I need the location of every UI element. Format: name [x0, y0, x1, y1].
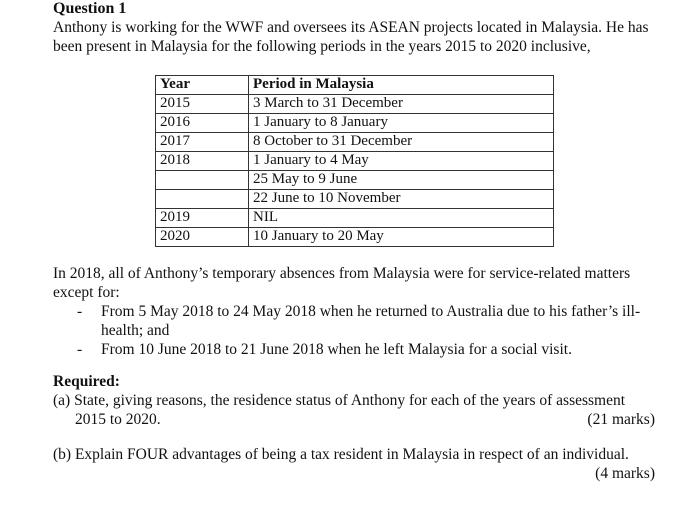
table-row: [156, 95, 554, 114]
bullet-dash: -: [77, 341, 83, 358]
required-title: Required:: [53, 373, 120, 390]
question-intro: Anthony is working for the WWF and oversees its ASEAN projects located in Malaysia. He has been present in Malaysia for the following periods in the years 2015 to 2020 inclusive,: [53, 19, 649, 55]
year-cell: 2015: [156, 95, 249, 114]
period-cell: NIL: [249, 209, 554, 228]
table-row: [156, 228, 554, 247]
bullet-text: From 10 June 2018 to 21 June 2018 when he left Malaysia for a social visit.: [101, 341, 572, 358]
period-cell: 1 January to 4 May: [249, 152, 554, 171]
part-a: [53, 391, 655, 429]
period-cell: 1 January to 8 January: [249, 114, 554, 133]
year-cell: 2017: [156, 133, 249, 152]
table-header-row: [156, 76, 554, 95]
absences-intro: In 2018, all of Anthony’s temporary absences from Malaysia were for service-related matters except for:: [53, 265, 631, 301]
part-a-marks: (21 marks): [587, 411, 655, 428]
part-b-line1: (b) Explain FOUR advantages of being a tax resident in Malaysia in respect of an individual.: [53, 446, 629, 463]
part-a-line1: (a) State, giving reasons, the residence status of Anthony for each of the years of assessment: [53, 392, 626, 409]
year-cell: [156, 190, 249, 209]
header-year: Year: [156, 76, 249, 95]
table-row: [156, 114, 554, 133]
table-row: [156, 133, 554, 152]
year-cell: [156, 171, 249, 190]
year-cell: 2016: [156, 114, 249, 133]
table-row: [156, 152, 554, 171]
period-cell: 10 January to 20 May: [249, 228, 554, 247]
part-b-marks: (4 marks): [595, 465, 655, 482]
list-item: [75, 340, 665, 359]
part-a-line2: 2015 to 2020.: [75, 411, 161, 428]
year-cell: 2019: [156, 209, 249, 228]
list-item: [75, 302, 665, 340]
table-row: [156, 171, 554, 190]
periods-table: [155, 75, 554, 247]
question-title: Question 1: [53, 0, 127, 17]
header-period: Period in Malaysia: [249, 76, 554, 95]
bullet-dash: -: [77, 303, 83, 320]
bullet-text: From 5 May 2018 to 24 May 2018 when he returned to Australia due to his father’s ill-health; and: [101, 303, 641, 339]
period-cell: 3 March to 31 December: [249, 95, 554, 114]
table-row: [156, 209, 554, 228]
absences-list: [75, 302, 665, 359]
period-cell: 8 October to 31 December: [249, 133, 554, 152]
part-b: [53, 445, 655, 483]
year-cell: 2018: [156, 152, 249, 171]
table-row: [156, 190, 554, 209]
period-cell: 22 June to 10 November: [249, 190, 554, 209]
period-cell: 25 May to 9 June: [249, 171, 554, 190]
year-cell: 2020: [156, 228, 249, 247]
